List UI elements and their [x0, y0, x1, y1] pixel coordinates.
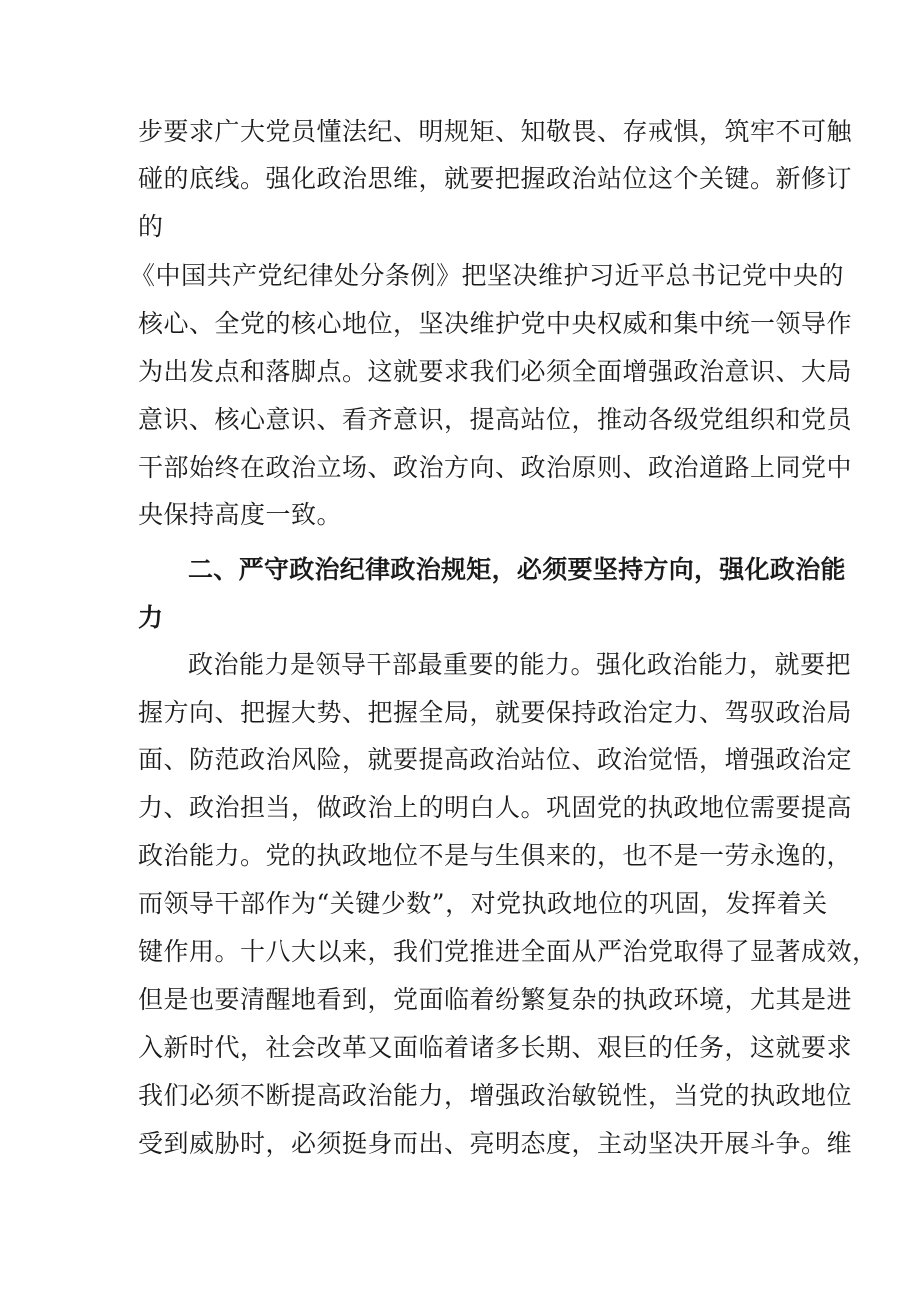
paragraph-line: 为出发点和落脚点。这就要求我们必须全面增强政治意识、大局: [138, 357, 853, 386]
paragraph-line: 受到威胁时，必须挺身而出、亮明态度，主动坚决开展斗争。维: [138, 1129, 853, 1158]
paragraph-line: 我们必须不断提高政治能力，增强政治敏锐性，当党的执政地位: [138, 1081, 853, 1110]
paragraph-line: 面、防范政治风险，就要提高政治站位、政治觉悟，增强政治定: [138, 745, 853, 774]
paragraph-line: 央保持高度一致。: [138, 500, 343, 529]
section-heading: 二、严守政治纪律政治规矩，必须要坚持方向，强化政治能: [188, 555, 846, 584]
paragraph-line: 干部始终在政治立场、政治方向、政治原则、政治道路上同党中: [138, 453, 853, 482]
paragraph-line: 而领导干部作为“关键少数”，对党执政地位的巩固，发挥着关: [138, 889, 828, 918]
paragraph-line: 力、政治担当，做政治上的明白人。巩固党的执政地位需要提高: [138, 793, 853, 822]
paragraph-line: 意识、核心意识、看齐意识，提高站位，推动各级党组织和党员: [138, 405, 853, 434]
paragraph-line: 政治能力。党的执政地位不是与生俱来的，也不是一劳永逸的，: [138, 841, 853, 870]
paragraph-line: 键作用。十八大以来，我们党推进全面从严治党取得了显著成效，: [138, 937, 878, 966]
paragraph-line: 核心、全党的核心地位，坚决维护党中央权威和集中统一领导作: [138, 309, 853, 338]
paragraph-line: 入新时代，社会改革又面临着诸多长期、艰巨的任务，这就要求: [138, 1033, 853, 1062]
paragraph-line: 碰的底线。强化政治思维，就要把握政治站位这个关键。新修订: [138, 164, 853, 193]
paragraph-line: 步要求广大党员懂法纪、明规矩、知敬畏、存戒惧，筑牢不可触: [138, 117, 853, 146]
paragraph-line: 《中国共产党纪律处分条例》把坚决维护习近平总书记党中央的: [130, 261, 845, 290]
paragraph-line: 的: [138, 212, 164, 241]
paragraph-line: 握方向、把握大势、把握全局，就要保持政治定力、驾驭政治局: [138, 698, 853, 727]
paragraph-line: 但是也要清醒地看到，党面临着纷繁复杂的执政环境，尤其是进: [138, 985, 853, 1014]
section-heading-continued: 力: [138, 603, 164, 632]
paragraph-line: 政治能力是领导干部最重要的能力。强化政治能力，就要把: [188, 650, 852, 679]
